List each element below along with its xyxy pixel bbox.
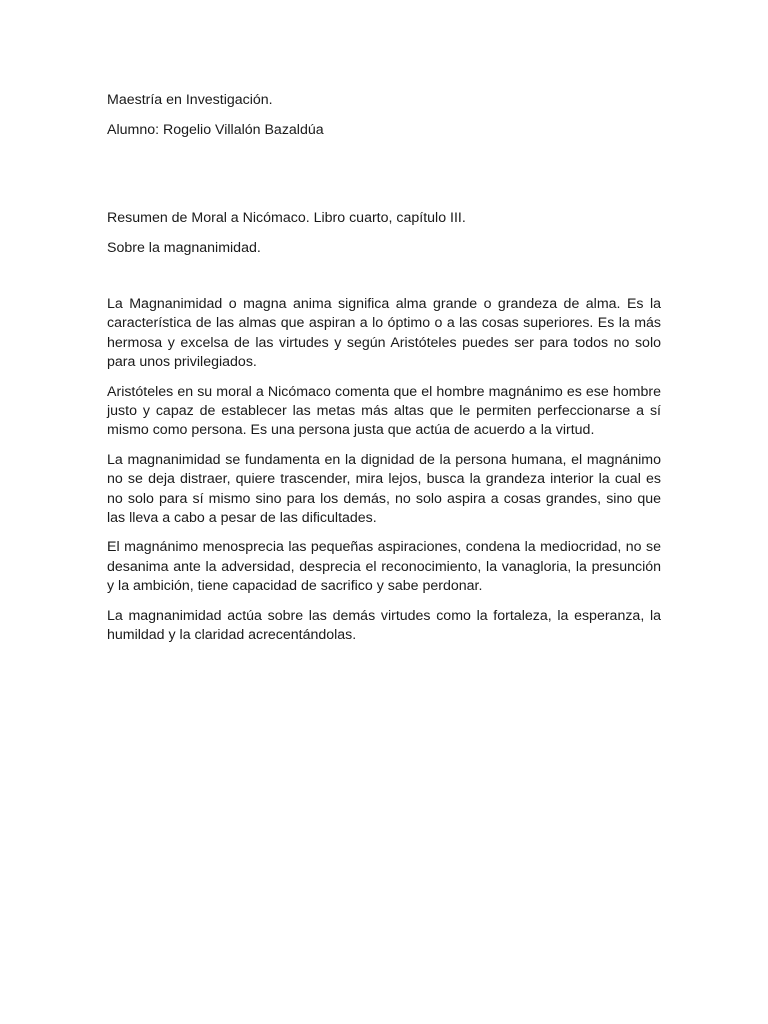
paragraph: Aristóteles en su moral a Nicómaco comenta que el hombre magnánimo es ese hombre justo y capaz de establecer las metas más altas que le permiten perfeccionarse a sí mismo como persona. Es una persona justa que actúa de acuerdo a la virtud. [107,383,661,439]
summary-topic: Sobre la magnanimidad. [107,240,261,256]
document-header [107,90,667,150]
summary-title: Resumen de Moral a Nicómaco. Libro cuarto, capítulo III. [107,210,466,226]
document-body [107,295,661,656]
paragraph: La magnanimidad se fundamenta en la dignidad de la persona humana, el magnánimo no se deja distraer, quiere trascender, mira lejos, busca la grandeza interior la cual es no solo para sí mismo sino para los demás, no solo aspira a cosas grandes, sino que las lleva a cabo a pesar de las dificultades. [107,451,661,527]
paragraph: La magnanimidad actúa sobre las demás virtudes como la fortaleza, la esperanza, la humildad y la claridad acrecentándolas. [107,607,661,644]
paragraph: El magnánimo menosprecia las pequeñas aspiraciones, condena la mediocridad, no se desanima ante la adversidad, desprecia el reconocimiento, la vanagloria, la presunción y la ambición, tiene capacidad de sacrifico y sabe perdonar. [107,539,661,595]
program-name: Maestría en Investigación. [107,92,273,108]
paragraph: La Magnanimidad o magna anima significa alma grande o grandeza de alma. Es la característica de las almas que aspiran a lo óptimo o a las cosas superiores. Es la más hermosa y excelsa de las virtudes y según Aristóteles puedes ser para todos no solo para unos privilegiados. [107,296,661,371]
student-name: Alumno: Rogelio Villalón Bazaldúa [107,122,324,138]
document-subject [107,208,667,268]
